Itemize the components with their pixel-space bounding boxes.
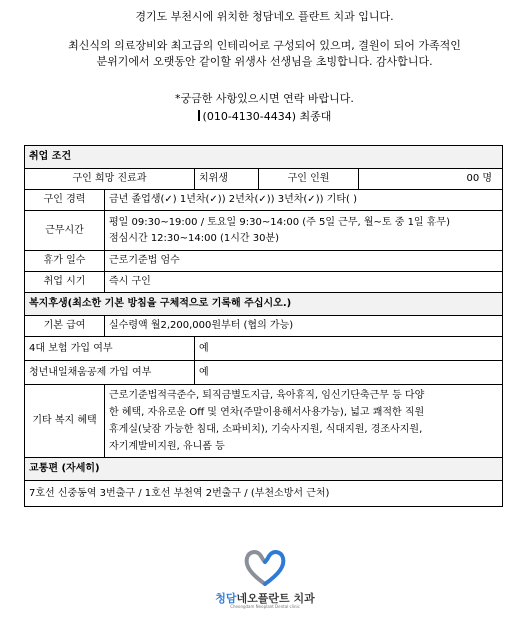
clinic-logo	[205, 548, 325, 612]
leave-label: 휴가 일수	[25, 251, 105, 272]
logo-brand: 청담	[215, 592, 237, 605]
hours-line-2: 점심시간 12:30~14:00 (1시간 30분)	[109, 232, 280, 244]
welfare-section-header	[25, 293, 503, 316]
salary-label: 기본 급여	[25, 316, 105, 337]
hours-line-1: 평일 09:30~19:00 / 토요일 9:30~14:00 (주 5일 근무, 월~토 중 1일 휴무)	[109, 216, 450, 228]
other-line-1: 근로기준법적극준수, 퇴직금별도지급, 육아휴직, 임신기단축근무 등 다양	[109, 390, 425, 401]
logo-name: 네오플란트 치과	[236, 592, 315, 605]
bar-mark	[198, 110, 200, 121]
row-salary	[25, 316, 503, 337]
hours-value	[105, 211, 503, 251]
row-leave	[25, 251, 503, 272]
youth-value: 예	[195, 361, 503, 385]
start-label: 취업 시기	[25, 272, 105, 293]
other-value	[105, 385, 503, 458]
row-youth	[25, 361, 503, 385]
other-line-3: 휴게실(낮잠 가능한 침대, 소파비치), 기숙사지원, 식대지원, 경조사지원,	[109, 424, 423, 435]
career-label: 구인 경력	[25, 190, 105, 211]
logo-subtitle: Cheongdam Neoplant Dental clinic	[230, 604, 300, 609]
contact-note: *궁금한 사항있으시면 연락 바랍니다.	[175, 92, 354, 105]
other-line-2: 한 혜택, 자유로운 Off 및 연차(주말이용해서사용가능), 넓고 쾌적한 직원	[109, 407, 425, 418]
row-other-benefits	[25, 385, 503, 458]
row-transport	[25, 481, 503, 507]
contact-line	[0, 110, 529, 124]
intro-line-1: 경기도 부천시에 위치한 청담네오 플란트 치과 입니다.	[135, 10, 394, 23]
youth-label: 청년내일채움공제 가입 여부	[25, 361, 195, 385]
row-hours	[25, 211, 503, 251]
headcount-value: 00 명	[359, 169, 503, 190]
insurance-value: 예	[195, 337, 503, 361]
other-label: 기타 복지 혜택	[25, 385, 105, 458]
job-section-title: 취업 조건	[25, 146, 503, 169]
dept-label: 구인 희망 진료과	[25, 169, 195, 190]
headcount-label: 구인 인원	[259, 169, 359, 190]
transport-value: 7호선 신중동역 3번출구 / 1호선 부천역 2번출구 / (부천소방서 근처)	[25, 481, 503, 507]
welfare-section-title: 복지후생(최소한 기본 방침을 구체적으로 기록해 주십시오.)	[25, 293, 503, 316]
hours-label: 근무시간	[25, 211, 105, 251]
dept-value: 치위생	[195, 169, 259, 190]
start-value: 즉시 구인	[105, 272, 503, 293]
recruit-form	[24, 145, 503, 507]
insurance-label: 4대 보험 가입 여부	[25, 337, 195, 361]
intro-line-3: 분위기에서 오랫동안 같이할 위생사 선생님을 초빙합니다. 감사합니다.	[96, 55, 433, 68]
row-start	[25, 272, 503, 293]
contact-phone: (010-4130-4434) 최종대	[202, 110, 332, 123]
row-dept	[25, 169, 503, 190]
row-career	[25, 190, 503, 211]
leave-value: 근로기준법 엄수	[105, 251, 503, 272]
intro-line-2: 최신식의 의료장비와 최고급의 인테리어로 구성되어 있으며, 결원이 되어 가족적인	[68, 39, 461, 52]
heart-logo-icon	[241, 548, 289, 588]
job-section-header	[25, 146, 503, 169]
row-insurance	[25, 337, 503, 361]
transport-section-title: 교통편 (자세히)	[25, 458, 503, 481]
other-line-4: 자기계발비지원, 유니폼 등	[109, 441, 225, 452]
salary-value: 실수령액 월2,200,000원부터 (협의 가능)	[105, 316, 503, 337]
career-value: 금년 졸업생(✓) 1년차(✓)) 2년차(✓)) 3년차(✓)) 기타( )	[105, 190, 503, 211]
transport-section-header	[25, 458, 503, 481]
